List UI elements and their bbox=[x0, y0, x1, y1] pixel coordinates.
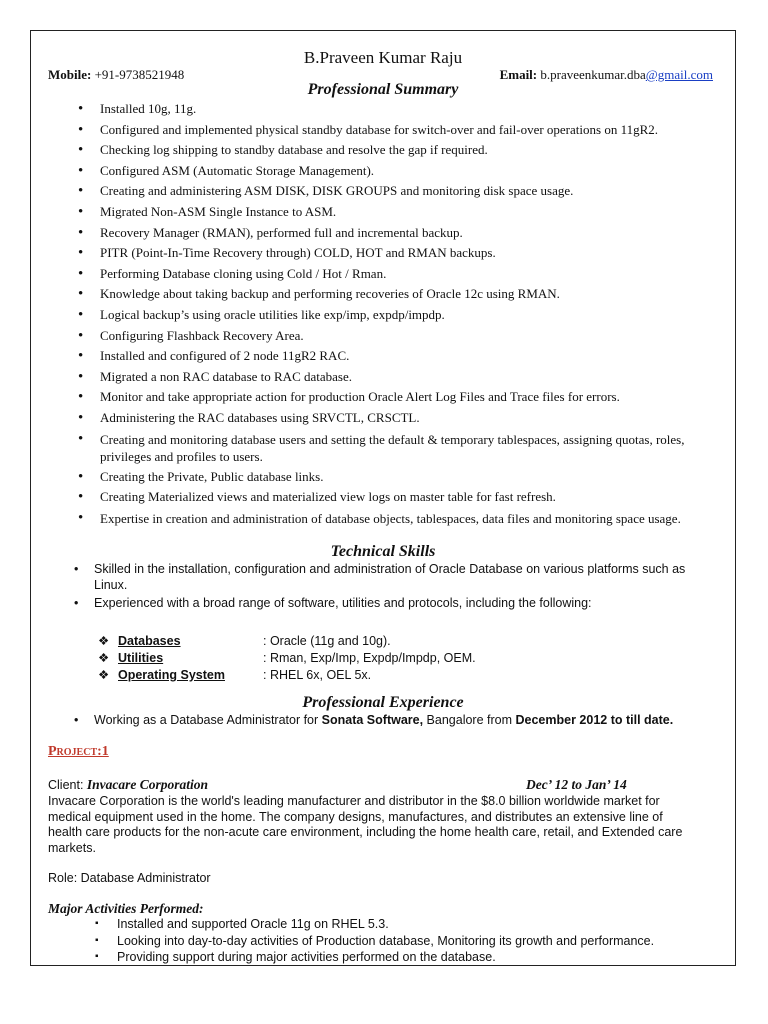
activities-list bbox=[31, 916, 654, 966]
list-item: • Administering the RAC databases using SRVCTL, CRSCTL. bbox=[100, 408, 735, 429]
list-item: • Skilled in the installation, configuration and administration of Oracle Database on various platforms such as Linux. bbox=[94, 561, 715, 593]
list-item: • Knowledge about taking backup and performing recoveries of Oracle 12c using RMAN. bbox=[100, 284, 735, 305]
list-item: • Checking log shipping to standby database and resolve the gap if required. bbox=[100, 140, 735, 161]
list-item: ▪ Installed and supported Oracle 11g on RHEL 5.3. bbox=[117, 916, 654, 933]
technical-skills bbox=[31, 543, 735, 684]
email-link[interactable]: @gmail.com bbox=[645, 67, 713, 82]
list-item: • Creating the Private, Public database links. bbox=[100, 467, 735, 488]
list-item: • Recovery Manager (RMAN), performed full and incremental backup. bbox=[100, 223, 735, 244]
diamond-bullet-icon: ❖ bbox=[98, 651, 110, 665]
mobile-number: +91-9738521948 bbox=[94, 67, 185, 82]
section-heading: Professional Experience bbox=[302, 694, 464, 711]
list-item: • Configured ASM (Automatic Storage Management). bbox=[100, 161, 735, 182]
experience-text: Bangalore from bbox=[423, 713, 516, 727]
project-dates: Dec’ 12 to Jan’ 14 bbox=[526, 777, 627, 792]
list-item: • Installed and configured of 2 node 11gR2 RAC. bbox=[100, 346, 735, 367]
candidate-name: B.Praveen Kumar Raju bbox=[303, 48, 463, 67]
summary-list bbox=[31, 99, 735, 529]
list-item: • Configuring Flashback Recovery Area. bbox=[100, 326, 735, 347]
mobile bbox=[48, 67, 184, 82]
list-item: • Migrated Non-ASM Single Instance to ASM. bbox=[100, 202, 735, 223]
list-item: • Configured and implemented physical standby database for switch-over and fail-over operations on 11gR2. bbox=[100, 120, 735, 141]
diamond-bullet-icon: ❖ bbox=[98, 668, 110, 682]
email-user: b.praveenkumar.dba bbox=[540, 67, 646, 82]
project-title: Project:1 bbox=[48, 744, 109, 759]
list-item: • Installed 10g, 11g. bbox=[100, 99, 735, 120]
experience-text: Working as a Database Administrator for bbox=[94, 713, 322, 727]
project-description: Invacare Corporation is the world's leading manufacturer and distributor in the $8.0 billion worldwide market for medical equipment used in the home. The company designs, manufactures, and distributes an extensive line of health care products for the non-acute care environment, including the home health care, retail, and Extended care markets. bbox=[48, 794, 683, 855]
list-item: ▪ Providing support during major activities performed on the database. bbox=[117, 949, 654, 966]
list-item: • Creating and monitoring database users and setting the default & temporary tablespaces, assigning quotas, roles, privileges and profiles to users. bbox=[100, 429, 735, 467]
activities-heading: Major Activities Performed: bbox=[48, 901, 204, 916]
list-item: • Creating Materialized views and materialized view logs on master table for fast refresh. bbox=[100, 487, 735, 508]
skill-label: Operating System bbox=[118, 668, 225, 682]
list-item: • Migrated a non RAC database to RAC database. bbox=[100, 367, 735, 388]
skill-value: : RHEL 6x, OEL 5x. bbox=[263, 668, 372, 682]
list-item: • Logical backup’s using oracle utilities like exp/imp, expdp/impdp. bbox=[100, 305, 735, 326]
list-item: • PITR (Point-In-Time Recovery through) COLD, HOT and RMAN backups. bbox=[100, 243, 735, 264]
list-item: • Performing Database cloning using Cold / Hot / Rman. bbox=[100, 264, 735, 285]
resume-page bbox=[30, 30, 736, 966]
list-item: ▪ Looking into day-to-day activities of Production database, Monitoring its growth and performance. bbox=[117, 933, 654, 950]
role: Role: Database Administrator bbox=[48, 871, 211, 885]
email-label: Email: bbox=[499, 67, 538, 82]
diamond-bullet-icon: ❖ bbox=[98, 634, 110, 648]
employment-period: December 2012 to till date. bbox=[515, 713, 674, 727]
list-item: • Experienced with a broad range of software, utilities and protocols, including the following: bbox=[94, 595, 715, 611]
section-heading: Technical Skills bbox=[330, 543, 436, 560]
client-label: Client: bbox=[48, 778, 87, 792]
mobile-label: Mobile: bbox=[48, 67, 92, 82]
list-item: • Monitor and take appropriate action for production Oracle Alert Log Files and Trace files for errors. bbox=[100, 387, 735, 408]
section-heading: Professional Summary bbox=[307, 81, 459, 98]
skill-row bbox=[98, 633, 735, 650]
company-name: Sonata Software, bbox=[321, 713, 424, 727]
technical-list bbox=[31, 561, 735, 611]
skill-value: : Rman, Exp/Imp, Expdp/Impdp, OEM. bbox=[263, 651, 476, 665]
client-name: Invacare Corporation bbox=[86, 777, 209, 792]
client-line bbox=[48, 777, 735, 793]
skill-row bbox=[98, 667, 735, 684]
skill-label: Utilities bbox=[118, 651, 164, 665]
skills-table bbox=[98, 633, 735, 684]
skill-row bbox=[98, 650, 735, 667]
experience-list bbox=[31, 712, 735, 728]
professional-experience bbox=[31, 694, 735, 730]
list-item: • Expertise in creation and administration of database objects, tablespaces, data files and monitoring space usage. bbox=[100, 508, 735, 529]
skill-label: Databases bbox=[118, 634, 181, 648]
list-item bbox=[94, 712, 715, 728]
list-item: • Creating and administering ASM DISK, DISK GROUPS and monitoring disk space usage. bbox=[100, 181, 735, 202]
skill-value: : Oracle (11g and 10g). bbox=[263, 634, 391, 648]
professional-summary bbox=[31, 81, 735, 529]
